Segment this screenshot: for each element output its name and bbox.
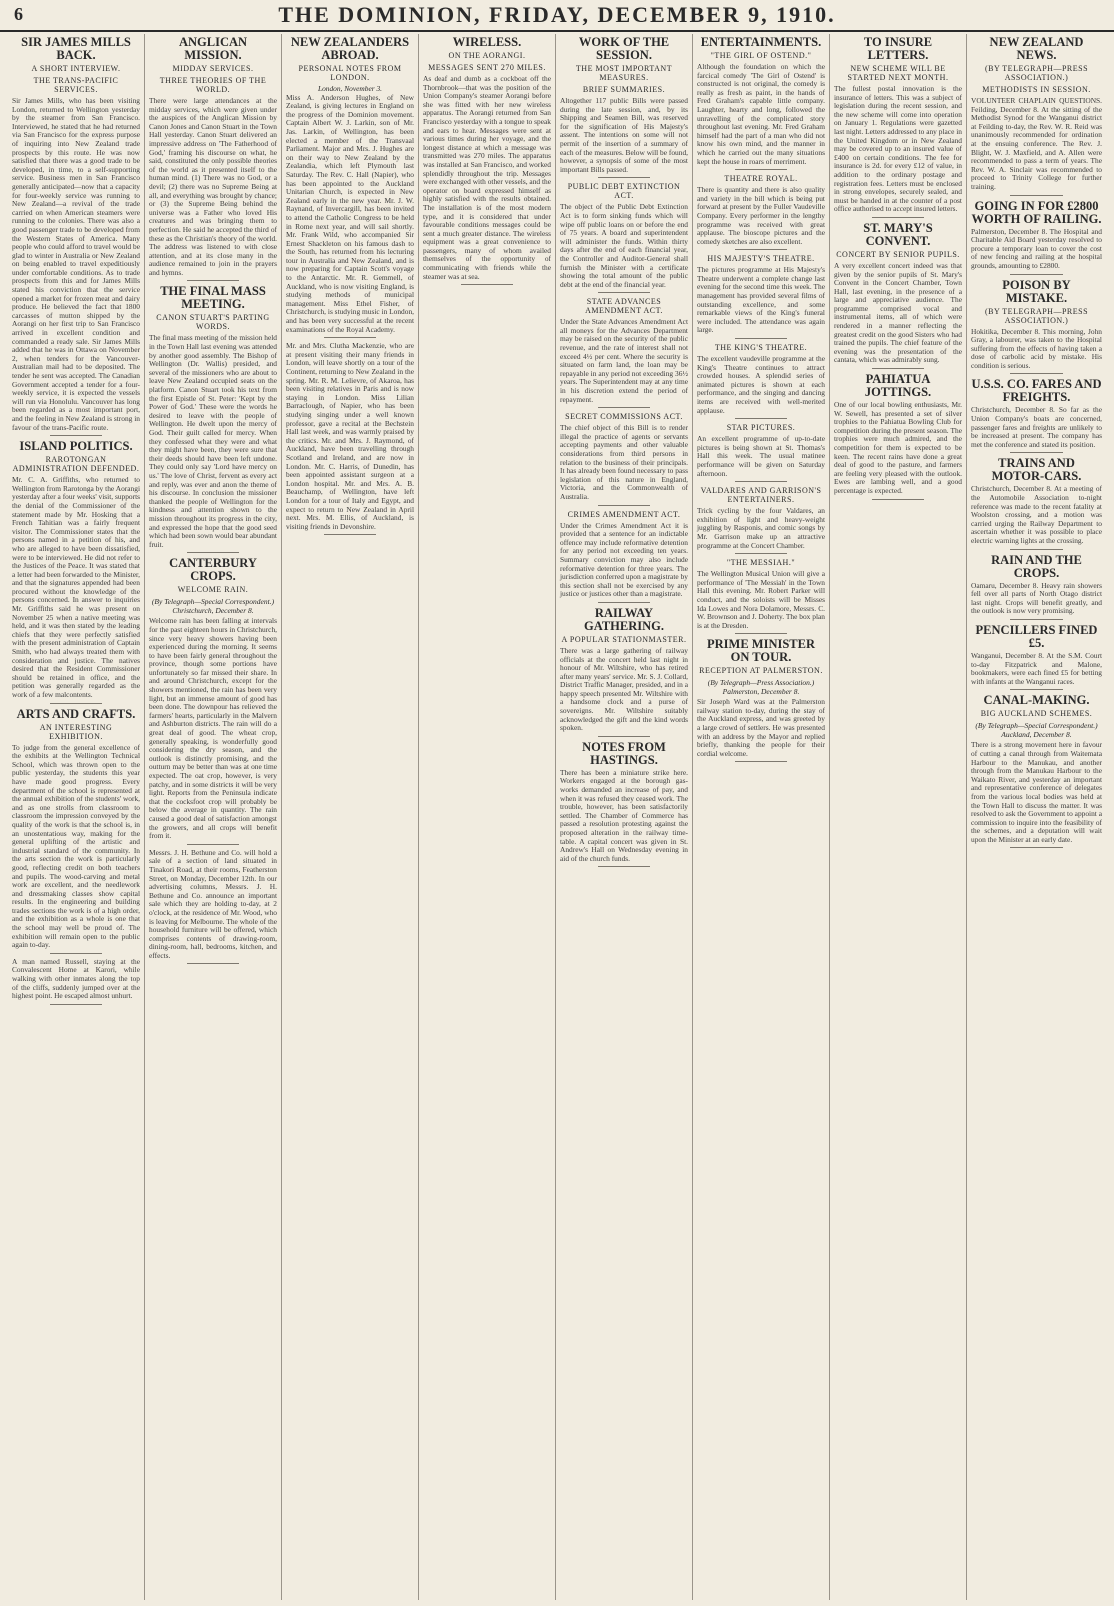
article-headline: ISLAND POLITICS. [19,439,133,454]
article [834,222,962,369]
article-headline: THE FINAL MASS MEETING. [160,284,266,312]
article [560,510,688,603]
article [560,741,688,868]
article-body: Christchurch, December 8. So far as the Union Company's boats are concerned, passenger fares and freights are unlikely to be increased at present. The company has met the conference and stated its position. [971,405,1102,449]
article-body: Sir Joseph Ward was at the Palmerston railway station to-day, during the stay of the Auckland express, and was greeted by a large crowd of settlers. He was presented with an address by the Mayor and replied briefly, thanking the people for their cordial welcome. [697,697,825,758]
article-byline: (By Telegraph—Special Correspondent.) Christchurch, December 8. [151,597,275,616]
article-body: Messrs. J. H. Bethune and Co. will hold a sale of a section of land situated in Tinakori Road, at their rooms, Featherston Street, on Monday, December 12th. In our advertising columns, Messrs. J. H. Bethune and Co. announce an important sale which they are holding to-day, at 2 o'clock, at the residence of Mr. Wood, who is leaving for Melbourne. The whole of the household furniture will be offered, which comprises contents of drawing-room, dining-room, hall, bedrooms, kitchen, and effects. [149,847,277,960]
article [697,254,825,339]
article [971,624,1102,690]
article-headline: RAILWAY GATHERING. [584,605,664,633]
article-body: There is quantity and there is also quality and variety in the bill which is being put forward at present by the Fuller Vaudeville Company. Every performer in the lengthy programme was received with great applause. The bioscope pictures and the comedy sketches are also excellent. [697,185,825,246]
section-divider [1010,689,1062,690]
article-body: Wanganui, December 8. At the S.M. Court to-day Fitzpatrick and Malone, bookmakers, were each fined £5 for betting with infants at the Wanganui races. [971,650,1102,686]
article-subheading: THE KING'S THEATRE. [714,343,808,353]
column-3 [282,34,419,1600]
section-divider [461,284,512,285]
article-headline: ST. MARY'S CONVENT. [863,220,933,248]
masthead [0,0,1114,32]
section-divider [598,602,649,603]
section-divider [50,953,101,954]
article [149,849,277,965]
article [697,423,825,482]
section-divider [598,177,649,178]
article-body: VOLUNTEER CHAPLAIN QUESTIONS. Feilding, December 8. At the sitting of the Methodist Synod for the Wanganui district at Feilding to-day, the Rev. W. R. Reid was unanimously recommended for ordination at the ensuing conference. The Rev. J. Blight, W. J. Maxfield, and A. Allen were recommended to pass a term of years. The Rev. W. A. Sinclair was recommended to proceed to Trinity College for further training. [971,96,1102,191]
article [971,554,1102,620]
article [423,36,551,285]
article [971,694,1102,848]
article-subheading: PERSONAL NOTES FROM LONDON. [298,64,402,82]
article-subheading: VALDARES AND GARRISON'S ENTERTAINERS. [700,486,822,505]
section-divider [598,407,649,408]
article-headline: GOING IN FOR £2800 WORTH OF RAILING. [971,198,1102,226]
newspaper-columns [8,34,1106,1600]
article-body: The object of the Public Debt Extinction Act is to form sinking funds which will wipe off public loans on or before the end of 75 years. A board and superintendent will administer the funds. Within thirty days after the end of each financial year, the Controller and Auditor-General shall furnish the Minister with a certificate showing the total amount of the public debt at the end of the financial year. [560,202,688,289]
article-body: There has been a miniature strike here. Workers engaged at the borough gas-works demanded an increase of pay, and when it was refused they ceased work. The trouble, however, has been satisfactorily settled. The Chamber of Commerce has passed a resolution protesting against the proposed alteration in the railway time-table. A capital concert was given in St. Andrew's Hall on Wednesday evening in aid of the church funds. [560,767,688,863]
article-body: Oamaru, December 8. Heavy rain showers fell over all parts of North Otago district last night. Crops will benefit greatly, and the outlook is now very promising. [971,580,1102,616]
article-subheading: AN INTERESTING EXHIBITION. [39,722,113,741]
article-body: A man named Russell, staying at the Convalescent Home at Karori, while walking with other inmates along the top of the cliffs, suddenly jumped over at the highest point. He escaped almost unhurt. [12,956,140,1001]
section-divider [598,736,649,737]
article [12,958,140,1005]
section-divider [1010,274,1062,275]
section-divider [735,418,786,419]
article-body: One of our local bowling enthusiasts, Mr. W. Sewell, has presented a set of silver trophies to the Pahiatua Bowling Club for competition during the present season. The trophies were much admired, and the competition for them is expected to be keen. The recent rains have done a great deal of good to the pasture, and farmers are feeling very pleased with the outlook. Ewes are lambing well, and a good percentage is expected. [834,400,962,495]
article-subheading: WELCOME RAIN. [177,585,249,595]
section-divider [1010,549,1062,550]
section-divider [50,1004,101,1005]
section-divider [187,963,238,964]
article [971,378,1102,453]
article [560,297,688,408]
section-divider [187,844,238,845]
article [697,486,825,554]
article [697,174,825,250]
article-subheading: THE TRANS-PACIFIC SERVICES. [33,76,119,94]
section-divider [735,169,786,170]
article [834,36,962,218]
section-divider [324,534,375,535]
section-divider [872,499,923,500]
article-subheading: (BY TELEGRAPH—PRESS ASSOCIATION.) [984,64,1089,82]
article-subheading: CANON STUART'S PARTING WORDS. [156,313,270,332]
article-body: Trick cycling by the four Valdares, an exhibition of light and heavy-weight juggling by Rasponis, and comic songs by Mr. Garrison make up an attractive programme at the Concert Chamber. [697,506,825,550]
article-headline: NOTES FROM HASTINGS. [582,739,666,767]
article-headline: WIRELESS. [452,35,522,49]
article [834,373,962,500]
section-divider [187,280,238,281]
article-subheading: RECEPTION AT PALMERSTON. [699,666,823,676]
article-subheading: CONCERT BY SENIOR PUPILS. [836,249,960,259]
newspaper-title: THE DOMINION, FRIDAY, DECEMBER 9, 1910. [278,2,836,27]
section-divider [735,249,786,250]
article [560,36,688,178]
article-headline: WORK OF THE SESSION. [578,35,670,62]
article [12,708,140,954]
section-divider [50,435,101,436]
article [286,36,414,338]
article-headline: CANAL-MAKING. [983,693,1090,708]
article-subheading: "THE GIRL OF OSTEND." [710,51,812,60]
article-headline: ENTERTAINMENTS. [700,35,822,49]
article-subheading: STAR PICTURES. [726,423,796,433]
article-headline: PENCILLERS FINED £5. [975,622,1098,650]
article-subheading: STATE ADVANCES AMENDMENT ACT. [585,297,663,316]
article [697,638,825,762]
article-headline: CANTERBURY CROPS. [169,556,257,584]
article-dateline: London, November 3. [317,84,383,93]
column-8 [967,34,1106,1600]
section-divider [324,337,375,338]
article-body: There is a strong movement here in favour of cutting a canal through from Waitemata Harbour to the Manukau, and another through from the Manukau Harbour to the Waikato River, and yesterday an important and representative conference of delegates from the various local bodies was held at the Town Hall to discuss the matter. It was resolved to ask the Government to appoint a commission to inquire into the feasibility of the schemes, and a deputation will wait upon the Minister at an early date. [971,740,1102,844]
article-subheading: MESSAGES SENT 270 MILES. [428,63,546,72]
column-4 [419,34,556,1600]
section-divider [735,338,786,339]
section-divider [1010,373,1062,374]
article-body: The chief object of this Bill is to render illegal the practice of agents or servants accepting payments and other valuable considerations from third persons in relation to the business of their principals. It has already been found necessary to pass legislation of this nature in England, Victoria, and the Commonwealth of Australia. [560,423,688,501]
article-headline: U.S.S. CO. FARES AND FREIGHTS. [971,377,1102,405]
column-7 [830,34,967,1600]
article-body: Although the foundation on which the farcical comedy 'The Girl of Ostend' is constructed is not original, the comedy is really as fresh as paint, in the hands of Fred Graham's capable little company. Laughter, hearty and long, followed the unravelling of the complicated story throughout last evening. Mr. Fred Graham himself had the part of a man who did not know his own mind, and the manner in which he carried out the many situations kept the house in roars of merriment. [697,62,825,166]
article-body: As deaf and dumb as a cockboat off the Thornbrook—that was the position of the Union Company's steamer Aorangi before she was fitted with her new wireless apparatus. The Aorangi returned from San Francisco yesterday with a tongue to speak and ears to hear. Messages were sent at various times during her voyage, and the longest distance at which a message was transmitted was 270 miles. The apparatus was installed at San Francisco, and worked splendidly throughout the trip. Messages were exchanged with other vessels, and the operator on board expressed himself as highly satisfied with the results obtained. The installation is of the most modern type, and it is considered that under favourable conditions messages could be sent a much greater distance. The wireless equipment was a great convenience to passengers, many of whom availed themselves of the opportunity of communicating with friends while the steamer was at sea. [423,74,551,281]
article-headline: TRAINS AND MOTOR-CARS. [991,456,1082,484]
section-divider [598,866,649,867]
article [149,557,277,844]
article [560,607,688,737]
section-divider [735,761,786,762]
article [149,36,277,281]
article [12,440,140,703]
article-body: Miss A. Anderson Hughes, of New Zealand, is giving lectures in England on the progress of the Dominion movement. Captain Albert W. J. Larkin, son of Mr. Jas. Larkin, of Wellington, has been elected a member of the Transvaal Parliament. Major and Mrs. J. Hughes are on their way to New Zealand by the Zealandia, which left Plymouth last Saturday. The Rev. C. Hall (Napier), who has been appointed to the Auckland Unitarian Church, is expected in New Zealand early in the new year. Mr. J. W. Raynand, of Invercargill, has been invited to attend the Catholic Congress to be held in Rome next year, and will sail shortly. Mr. Frank Wild, who accompanied Sir Ernest Shackleton on his famous dash to the South, has returned from his lecturing tour in Australia and New Zealand, and is now preparing for Captain Scott's voyage to the Antarctic. Mr. R. Gemmell, of Auckland, who is now visiting England, is studying methods of municipal management. Miss Ethel Fisher, of Christchurch, is studying music in London, and has been very successful at the recent examinations of the Royal Academy. [286,92,414,334]
article-body: There were large attendances at the midday services, which were given under the auspices of the Anglican Mission by Canon Jones and Canon Stuart in the Town Hall yesterday. Canon Stuart delivered an impressive address on 'The Fatherhood of God,' framing his discourse on what, he said, constituted the only possible theories of the world as it presented itself to the human mind. (1) There was no God, or a devil; (2) there was no Supreme Being at all, and everything was brought by chance; or (3) the Supreme Being behind the universe was a Father who loved His creatures and was bringing them to perfection. He said he accepted the third of these as the Christian's theory of the world. The address was listened to with close attention, and at its close many in the audience remained to join in the prayers and hymns. [149,96,277,277]
article-body: Palmerston, December 8. The Hospital and Charitable Aid Board yesterday resolved to procure a temporary loan to cover the cost of new fencing and railing at the hospital grounds, amounting to £2800. [971,226,1102,270]
article [560,412,688,505]
article-subheading: BIG AUCKLAND SCHEMES. [980,709,1093,719]
article-body: Sir James Mills, who has been visiting London, returned to Wellington yesterday by the steamer from San Francisco. Interviewed, he stated that he had returned via San Francisco for the express purpose of inquiring into New Zealand trade prospects by this route. He was now satisfied that there was a good trade to be developed, in time, to a self-supporting service. Business men in San Francisco generally anticipated—now that a capacity for four-weekly service was running to New Zealand—a revival of the trade carried on when American steamers were running to the colonies. There was also a good passenger trade to be developed from the Western States of America. Many people who could afford to travel would be glad to winter in Australia or New Zealand on being enabled to travel expeditiously under comfortable conditions. As to trade prospects from this and for James Mills stated his conviction that the service opened a market for frozen meat and dairy produce. He believed the fact that 1800 carcasses of mutton shipped by the Aorangi on her first trip to San Francisco arrived in excellent condition and commanded a ready sale. Sir James Mills added that he was in Ottawa on November 2, when tenders for the Vancouver-Australian mail had to be deposited. The tender he sent was accepted. The Canadian Government accepted a tender for a four-weekly service, it is expected the vessels will run via Honolulu. Vancouver has long been regarded as a most important port, and the feeling in New Zealand is strong in favour of the trans-Pacific route. [12,96,140,432]
article [560,182,688,293]
article-body: An excellent programme of up-to-date pictures is being shown at St. Thomas's Hall this week. The usual matinee performance will be given on Saturday afternoon. [697,434,825,478]
article [286,342,414,535]
article-headline: POISON BY MISTAKE. [1002,277,1071,305]
article-subheading: ON THE AORANGI. [448,51,526,60]
article-headline: SIR JAMES MILLS BACK. [21,35,131,62]
article-subheading: HIS MAJESTY'S THEATRE. [707,254,815,264]
article-body: Altogether 117 public Bills were passed during the late session, and, by its Shipping and Seamen Bill, was reserved for the signification of His Majesty's assent. The intentions on some will not permit of the insertion of a summary of each of the measures. Below will be found, however, a synopsis of some of the most important Bills passed. [560,96,688,174]
section-divider [735,553,786,554]
article-body: The Wellington Musical Union will give a performance of 'The Messiah' in the Town Hall this evening. Mr. Robert Parker will conduct, and the soloists will be Misses Ida Lowes and Nora Dolamore, Messrs. C. W. Brownson and J. Doherty. The box plan is at the Dresden. [697,569,825,630]
article-body: Christchurch, December 8. At a meeting of the Automobile Association to-night reference was made to the recent fatality at Woolston crossing, and a motion was carried urging the Railway Department to ascertain whether it was possible to place electric warning lights at the crossing. [971,484,1102,545]
article [697,558,825,634]
article-body: The excellent vaudeville programme at the King's Theatre continues to attract crowded houses. A splendid series of animated pictures is shown at each performance, and the singing and dancing items are received with well-merited applause. [697,354,825,415]
article-body: A very excellent concert indeed was that given by the senior pupils of St. Mary's Convent in the Concert Chamber, Town Hall, last evening, in the presence of a large and appreciative audience. The programme comprised vocal and instrumental items, all of which were rendered in a manner reflecting the greatest credit on the good Sisters who had trained the pupils. The chief feature of the evening was the presentation of the cantata, which was admirably sung. [834,260,962,365]
article-subheading: METHODISTS IN SESSION. [982,85,1091,94]
section-divider [1010,195,1062,196]
article-body: The fullest postal innovation is the insurance of letters. This was a subject of legislation during the recent session, and the new scheme will come into operation on January 1. Regulations were gazetted last night. Letters addressed to any place in the United Kingdom or in New Zealand may be covered up to an insured value of £400 on certain conditions. The fee for insurance is 2d. for every £12 of value, in addition to the ordinary postage and registration fees. Letters must be enclosed in strong envelopes, securely sealed, and must be handed in at the counter of a post office authorised to accept insured letters. [834,84,962,214]
article-subheading: THE MOST IMPORTANT MEASURES. [575,64,673,82]
section-divider [872,368,923,369]
article-subheading: THREE THEORIES OF THE WORLD. [159,76,267,94]
article-headline: TO INSURE LETTERS. [863,35,933,62]
article-subheading: CRIMES AMENDMENT ACT. [567,509,681,519]
article-headline: NEW ZEALANDERS ABROAD. [290,35,410,62]
article-headline: PRIME MINISTER ON TOUR. [707,637,815,665]
article-subheading: BRIEF SUMMARIES. [582,85,666,94]
article-subheading: "THE MESSIAH." [726,558,796,568]
section-divider [735,481,786,482]
article [697,343,825,419]
article [697,36,825,170]
article [971,36,1102,196]
section-divider [1010,452,1062,453]
article-subheading: A SHORT INTERVIEW. [31,64,121,73]
article-subheading: (BY TELEGRAPH—PRESS ASSOCIATION.) [984,306,1089,325]
article-headline: ANGLICAN MISSION. [178,35,248,62]
article [971,457,1102,549]
article-subheading: NEW SCHEME WILL BE STARTED NEXT MONTH. [847,64,949,82]
article-headline: PAHIATUA JOTTINGS. [864,372,932,400]
column-1 [8,34,145,1600]
article-body: Under the State Advances Amendment Act all moneys for the Advances Department may be raised on the security of the public revenue, and the rate of interest shall not exceed 4½ per cent. Where the security is situated on farm land, the loan may be repayable in any period not exceeding 36½ years. The Superintendent may at any time in his discretion extend the period of repayment. [560,317,688,404]
section-divider [50,703,101,704]
article-body: Under the Crimes Amendment Act it is provided that a sentence for an indictable offence may include reformative detention for any period not exceeding ten years. Summary conviction may also include reformative detention for three years. The jurisdiction conferred upon a magistrate by this section shall not be exercised by any justice or justices other than a magistrate. [560,520,688,599]
article-body: The pictures programme at His Majesty's Theatre underwent a complete change last evening for the second time this week. The management has provided several films of outstanding excellence, and some remarkable views of the King's funeral were included. The attendance was again large. [697,265,825,335]
article-headline: NEW ZEALAND NEWS. [989,35,1084,62]
article-subheading: THEATRE ROYAL. [724,174,798,184]
article-body: Welcome rain has been falling at intervals for the past eighteen hours in Christchurch, since very heavy showers having been experienced during the morning. It seems to have been fairly general throughout the province, though some portions have unfortunately so far missed their share. In and around Christchurch, except for the showers mentioned, the rain has been very light, but an immense amount of good has been done. The downpour has relieved the farmers' hearts, particularly in the Malvern and Ashburton districts. The rain will do a great deal of good. The wheat crop, generally speaking, is wonderfully good considering the dry season, and the outlook is distinctly promising, and the outturn may be better than was at one time expected. The oat crop, however, is very patchy, and in some districts it will be very light. Reports from the Peninsula indicate that the cocksfoot crop will probably be below the average in quantity. The rain caused a good deal of satisfaction amongst the growers, and all crops will benefit from it. [149,616,277,841]
section-divider [187,552,238,553]
article-headline: RAIN AND THE CROPS. [991,552,1082,580]
article-body: To judge from the general excellence of the exhibits at the Wellington Technical School, which was thrown open to the public yesterday, the students this year have made good progress. Every department of the school is represented at the annual exhibition of the students' work, and as one strolls from classroom to classroom the impression conveyed by the quality of the work is that the school is, in an unostentatious way, making for the general uplifting of the artistic and industrial standard of the community. In the arts section the work is particularly good, reflecting credit on both teachers and pupils. The wood-carving and metal work are excellent, and the needlework and dressmaking classes show capital results. In the engineering and building trades sections the work is of a high order, and the exhibition as a whole is one that the school may well be proud of. The exhibition will remain open to the public again to-day. [12,742,140,950]
column-2 [145,34,282,1600]
article-headline: ARTS AND CRAFTS. [16,706,136,721]
section-divider [735,633,786,634]
page-number: 6 [14,4,23,24]
article-subheading: MIDDAY SERVICES. [172,64,254,73]
section-divider [598,505,649,506]
article-byline: (By Telegraph—Press Association.) Palmerston, December 8. [707,678,815,697]
section-divider [1010,847,1062,848]
article [149,285,277,553]
article-byline: (By Telegraph—Special Correspondent.) Auckland, December 8. [975,721,1098,740]
section-divider [598,292,649,293]
section-divider [872,217,923,218]
article-body: Hokitika, December 8. This morning, John Gray, a labourer, was taken to the Hospital suffering from the effects of having taken a dose of carbolic acid by mistake. His condition is serious. [971,326,1102,370]
article-subheading: RAROTONGAN ADMINISTRATION DEFENDED. [12,455,140,474]
article-subheading: SECRET COMMISSIONS ACT. [565,412,683,422]
article [12,36,140,436]
article-body: Mr. C. A. Griffiths, who returned to Wellington from Rarotonga by the Aorangi yesterday after a four weeks' visit, supports the denial of the Commissioner of the statement made by Mr. Hosking that a French Tahitian was a fairly frequent visitor. The Commissioner states that the persons named in a petition of his, and who are alleged to have been dissatisfied, were to be interviewed. He did not refer to the Justices of the Peace. It was stated that a letter had been forwarded to the Minister, and that the signatures appended had been procured without the knowledge of the persons concerned. In answer to inquiries Mr. Griffiths said he was present on November 25 when a native meeting was held, and it was then stated by the leading chiefs that they were perfectly satisfied with the present administration of Captain Smith, who had always treated them with consideration and justice. The natives desired that the Resident Commissioner should be retained in office, and the petition was generally regarded as the work of a few malcontents. [12,475,140,699]
article-body: The final mass meeting of the mission held in the Town Hall last evening was attended by another good assembly. The Bishop of Wellington (Dr. Wallis) presided, and several of the missioners who are about to leave New Zealand occupied seats on the platform. Canon Stuart took his text from the first Epistle of St. Peter: 'Kept by the Power of God.' These were the words he desired to leave with the people of Wellington. He dwelt upon the mercy of God. Their guilt called for mercy. When they confessed what they were and what they might have been, they were sure that their deeds should have been left undone. They could only say 'Lord have mercy on us.' The love of Christ, fervent as every act and reply, was ever and anon the theme of his discourse. In conclusion the missioner thanked the people of Wellington for the kindness and attention shown to the mission throughout its progress in the city, and expressed the hope that the good seed which had been sown would bear abundant fruit. [149,333,277,549]
article-subheading: A POPULAR STATIONMASTER. [561,634,687,644]
section-divider [1010,619,1062,620]
article-body: Mr. and Mrs. Clutha Mackenzie, who are at present visiting their many friends in London, will leave shortly on a tour of the Continent, returning to New Zealand in the spring. Mr. R. M. Lelievre, of Akaroa, has been visiting relatives in Paris and is now staying in London. Miss Lilian Barraclough, of Napier, who has been studying singing under a well known professor, gave a recital at the Bechstein Hall last week, and was warmly praised by the critics. Mr. and Mrs. J. Raymond, of Auckland, have been travelling through Scotland and Ireland, and are now in London. Mr. C. Harris, of Dunedin, has been appointed assistant surgeon at a London hospital. Mr. and Mrs. A. B. Beauchamp, of Wellington, have left London for a tour of Italy and Egypt, and expect to return to New Zealand in April next. Mrs. M. Ellis, of Auckland, is visiting friends in Devonshire. [286,341,414,531]
article [971,279,1102,375]
article-body: There was a large gathering of railway officials at the concert held last night in honour of Mr. Wiltshire, who has retired after many years' service. Mr. S. J. Collard, District Traffic Manager, presided, and in a happy speech presented Mr. Wiltshire with a handsome clock and a purse of sovereigns. Mr. Wiltshire suitably acknowledged the gift and the kind words spoken. [560,645,688,733]
column-5 [556,34,693,1600]
column-6 [693,34,830,1600]
article-subheading: PUBLIC DEBT EXTINCTION ACT. [567,182,681,201]
article [971,200,1102,275]
